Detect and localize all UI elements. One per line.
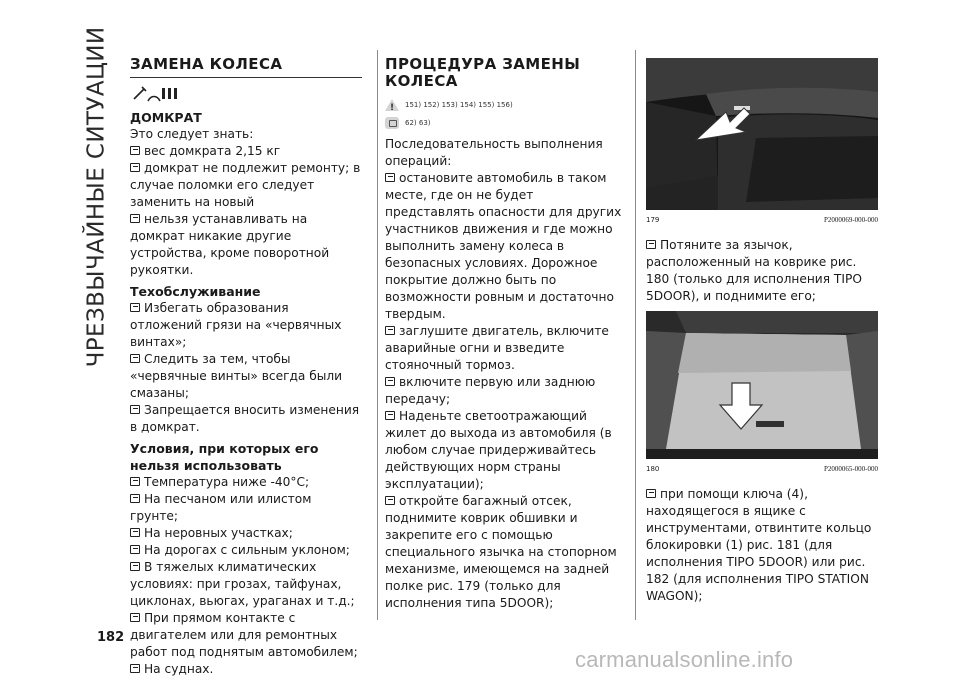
bullet-icon xyxy=(130,562,140,571)
list-item: При прямом контакте с двигателем или для ремонтных работ под поднятым автомобилем; xyxy=(130,611,358,659)
jack-intro: Это следует знать: xyxy=(130,127,254,141)
bullet-icon xyxy=(385,377,395,386)
list-item: Запрещается вносить изменения в домкрат. xyxy=(130,403,360,434)
watermark: carmanualsonline.info xyxy=(575,647,794,672)
section-title-wheel-change: ЗАМЕНА КОЛЕСА xyxy=(130,56,362,78)
column-divider xyxy=(377,50,378,620)
info-refs: 62) 63) xyxy=(385,114,625,132)
info-note-icon xyxy=(385,117,399,129)
bullet-icon xyxy=(130,494,140,503)
bullet-icon xyxy=(646,489,656,498)
bullet-icon xyxy=(130,163,140,172)
list-item: нельзя устанавливать на домкрат никакие другие устройства, кроме поворотной рукоятки. xyxy=(130,212,330,277)
bullet-icon xyxy=(130,303,140,312)
bullet-icon xyxy=(130,405,140,414)
bullet-icon xyxy=(130,214,140,223)
column-divider xyxy=(635,50,636,620)
list-item: остановите автомобиль в таком месте, где он не будет представлять опасности для других участников движения и где можно выполнить замену колеса в безопасных условиях. Дорожное покрытие должно быть по возможности ровным и достаточно твердым. xyxy=(385,171,622,321)
bullet-icon xyxy=(646,240,656,249)
list-item: В тяжелых климатических условиях: при грозах, тайфунах, циклонах, вьюгах, ураганах и т.д.; xyxy=(130,560,355,608)
figure-179-trunk-photo xyxy=(646,58,878,210)
side-tab-label: ЧРЕЗВЫЧАЙНЫЕ СИТУАЦИИ xyxy=(83,26,110,368)
warning-refs: ! 151) 152) 153) 154) 155) 156) xyxy=(385,96,625,114)
heading-conditions: Условия, при которых его нельзя использовать xyxy=(130,441,319,473)
list-item: На дорогах с сильным уклоном; xyxy=(130,542,362,559)
column-middle xyxy=(385,50,625,612)
bullet-icon xyxy=(130,354,140,363)
warning-triangle-icon xyxy=(385,99,399,111)
bullet-icon xyxy=(130,477,140,486)
side-tab xyxy=(78,26,114,368)
list-item: откройте багажный отсек, поднимите коврик обшивки и закрепите его с помощью специального язычка на стопорном механизме, имеющемся на задней полке рис. 179 (только для исполнения типа 5DOOR); xyxy=(385,494,617,610)
bullet-icon xyxy=(130,545,140,554)
list-item: На неровных участках; xyxy=(130,525,362,542)
heading-jack: ДОМКРАТ xyxy=(130,110,202,125)
list-item: На суднах. xyxy=(130,661,362,678)
bullet-icon xyxy=(385,326,395,335)
bullet-icon xyxy=(385,411,395,420)
list-item: домкрат не подлежит ремонту; в случае поломки его следует заменить на новый xyxy=(130,161,361,209)
list-item: включите первую или заднюю передачу; xyxy=(385,375,596,406)
bullet-icon xyxy=(385,496,395,505)
bullet-icon xyxy=(130,613,140,622)
list-item: Потяните за язычок, расположенный на коврике рис. 180 (только для исполнения TIPO 5DOOR), и поднимите его; xyxy=(646,238,862,303)
tools-icon xyxy=(130,83,362,105)
list-item: Следить за тем, чтобы «червячные винты» всегда были смазаны; xyxy=(130,352,343,400)
column-left xyxy=(130,50,362,678)
heading-maintenance: Техобслуживание xyxy=(130,284,261,299)
column-right xyxy=(646,50,878,605)
list-item: Наденьте светоотражающий жилет до выхода из автомобиля (в любом случае придерживайтесь действующих норм страны эксплуатации); xyxy=(385,409,612,491)
section-title-procedure: ПРОЦЕДУРА ЗАМЕНЫ КОЛЕСА xyxy=(385,55,581,90)
list-item: заглушите двигатель, включите аварийные огни и взведите стояночный тормоз. xyxy=(385,324,609,372)
bullet-icon xyxy=(385,173,395,182)
figure-180-caption: 180 P2000065-000-000 xyxy=(646,465,878,473)
bullet-icon xyxy=(130,146,140,155)
procedure-intro: Последовательность выполнения операций: xyxy=(385,137,603,168)
figure-180-trunk-floor-photo xyxy=(646,311,878,459)
list-item: при помощи ключа (4), находящегося в ящике с инструментами, отвинтите кольцо блокировки (1) рис. 181 (для исполнения TIPO 5DOOR) или рис. 182 (для исполнения TIPO STATION WAGON); xyxy=(646,487,872,603)
list-item: Избегать образования отложений грязи на «червячных винтах»; xyxy=(130,301,342,349)
bullet-icon xyxy=(130,528,140,537)
list-item: Температура ниже -40°C; xyxy=(130,474,362,491)
page-number: 182 xyxy=(97,630,125,645)
list-item: вес домкрата 2,15 кг xyxy=(130,143,362,160)
figure-179-caption: 179 P2000069-000-000 xyxy=(646,216,878,224)
bullet-icon xyxy=(130,664,140,673)
list-item: На песчаном или илистом грунте; xyxy=(130,492,312,523)
